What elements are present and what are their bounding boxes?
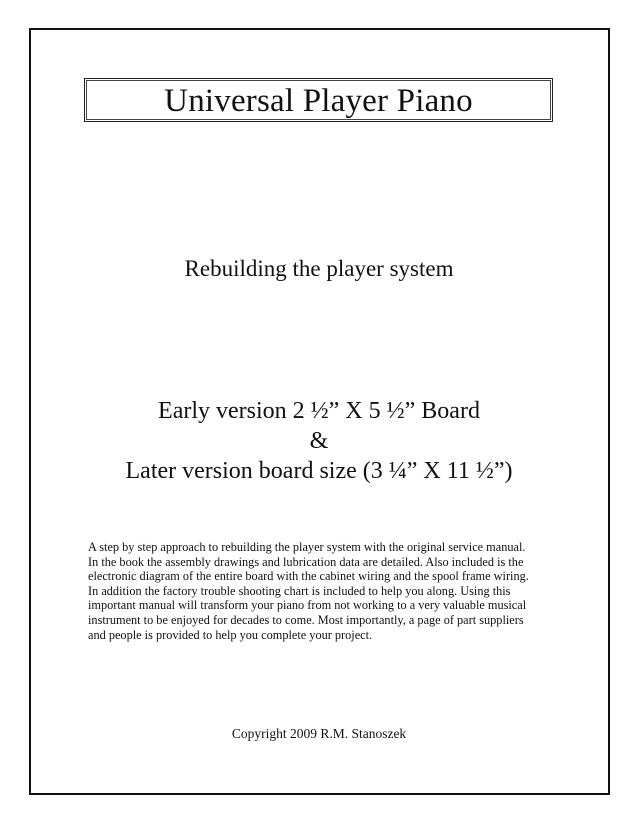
later-version-line: Later version board size (3 ¼” X 11 ½”) [125,458,513,484]
description-paragraph [88,540,558,642]
description-line: important manual will transform your piano from not working to a very valuable musical [88,598,527,613]
early-version-line: Early version 2 ½” X 5 ½” Board [158,398,480,424]
document-title: Universal Player Piano [164,83,473,119]
title-box [84,78,553,122]
description-line: and people is provided to help you complete your project. [88,627,373,642]
description-line: electronic diagram of the entire board with the cabinet wiring and the spool frame wiring. [88,569,529,584]
description-line: In addition the factory trouble shooting chart is included to help you along. Using this [88,583,511,598]
ampersand-line: & [309,428,329,454]
document-subtitle: Rebuilding the player system [184,256,454,281]
description-line: instrument to be enjoyed for decades to come. Most importantly, a page of part suppliers [88,612,524,627]
copyright-notice: Copyright 2009 R.M. Stanoszek [231,726,407,741]
board-versions [0,396,638,486]
description-line: In the book the assembly drawings and lubrication data are detailed. Also included is the [88,554,524,569]
description-line: A step by step approach to rebuilding the player system with the original service manual. [88,540,526,554]
